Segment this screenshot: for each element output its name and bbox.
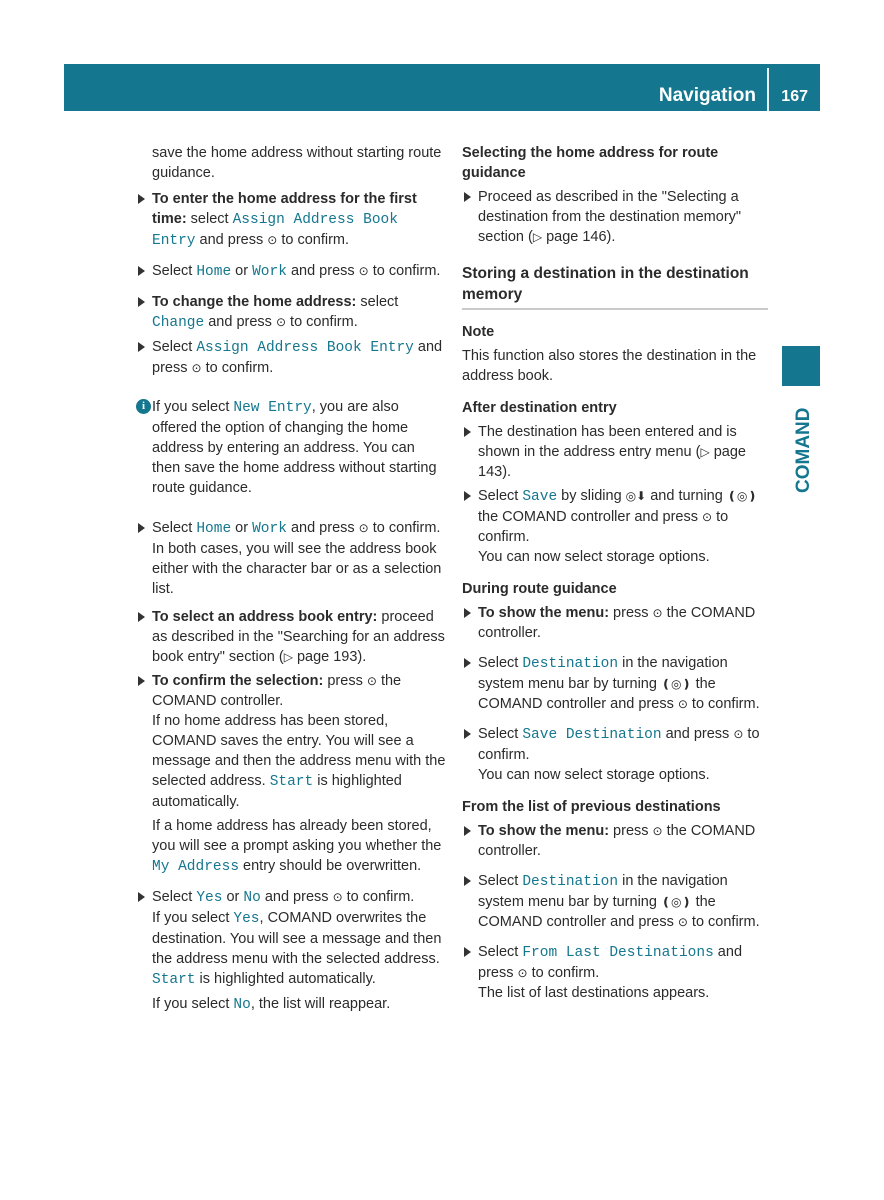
menu-term: Work bbox=[252, 264, 287, 280]
turn-controller-icon: ❪◎❫ bbox=[660, 677, 692, 691]
menu-term: Save Destination bbox=[522, 727, 662, 743]
turn-controller-icon: ❪◎❫ bbox=[660, 895, 692, 909]
menu-term: Assign Address Book Entry bbox=[152, 212, 398, 249]
bullet-item: To enter the home address for the first time: select Assign Address Book Entry and press ⊙ to confirm. bbox=[136, 189, 446, 251]
note-text: This function also stores the destination in the address book. bbox=[462, 348, 757, 384]
bullet-item: Proceed as described in the "Selecting a destination from the destination memory" section (▷ page 146). bbox=[462, 187, 768, 247]
bullet-item: Select From Last Destinations and press ⊙ to confirm. bbox=[462, 942, 768, 983]
menu-term: Start bbox=[152, 972, 196, 988]
subheading: From the list of previous destinations bbox=[462, 799, 721, 815]
press-icon: ⊙ bbox=[275, 315, 287, 329]
menu-term: My Address bbox=[152, 859, 240, 875]
press-icon: ⊙ bbox=[358, 264, 369, 278]
press-icon: ⊙ bbox=[733, 727, 744, 741]
subheading: During route guidance bbox=[462, 581, 617, 597]
menu-term: Assign Address Book Entry bbox=[196, 340, 414, 356]
bullet-item: To show the menu: press ⊙ the COMAND controller. bbox=[462, 603, 768, 643]
bullet-item: Select Save Destination and press ⊙ to confirm. bbox=[462, 724, 768, 765]
menu-term: Home bbox=[196, 521, 232, 537]
paragraph: You can now select storage options. bbox=[478, 767, 710, 783]
paragraph: You can now select storage options. bbox=[478, 549, 710, 565]
menu-term: Destination bbox=[522, 656, 619, 672]
menu-term: From Last Destinations bbox=[522, 945, 714, 961]
side-tab bbox=[793, 393, 819, 493]
page-ref-arrow-icon: ▷ bbox=[283, 650, 293, 664]
press-icon: ⊙ bbox=[517, 966, 528, 980]
section-heading: Storing a destination in the destination memory bbox=[462, 263, 768, 310]
menu-term: No bbox=[233, 997, 251, 1013]
menu-term: Start bbox=[269, 774, 314, 790]
bullet-item: To confirm the selection: press ⊙ the COMAND controller. bbox=[136, 671, 446, 711]
menu-term: New Entry bbox=[233, 399, 312, 416]
side-tab-block bbox=[782, 346, 820, 386]
page-header bbox=[64, 64, 820, 111]
page-number: 167 bbox=[781, 88, 808, 105]
press-icon: ⊙ bbox=[267, 233, 278, 247]
press-icon: ⊙ bbox=[677, 697, 688, 711]
section-title: Navigation bbox=[658, 85, 756, 106]
bullet-item: Select Home or Work and press ⊙ to confirm. bbox=[136, 518, 446, 539]
turn-controller-icon: ❪◎❫ bbox=[726, 489, 758, 503]
subheading: Selecting the home address for route guidance bbox=[462, 145, 719, 181]
paragraph: If no home address has been stored, COMAND saves the entry. You will see a message and then the address menu with the selected address. Start is highlighted automatically. bbox=[152, 713, 446, 810]
subheading: Note bbox=[462, 324, 495, 340]
menu-term: No bbox=[243, 890, 261, 906]
menu-term: Yes bbox=[233, 911, 260, 927]
paragraph: If you select No, the list will reappear. bbox=[152, 996, 391, 1013]
page-ref-arrow-icon: ▷ bbox=[532, 230, 543, 244]
bullet-item: To show the menu: press ⊙ the COMAND controller. bbox=[462, 821, 768, 861]
paragraph: If you select Yes, COMAND overwrites the destination. You will see a message and then the address menu with the selected address. Start is highlighted automatically. bbox=[152, 910, 442, 988]
slide-down-icon: ◎⬇ bbox=[625, 489, 647, 503]
press-icon: ⊙ bbox=[332, 890, 343, 904]
menu-term: Work bbox=[252, 521, 287, 537]
bullet-item: To select an address book entry: proceed as described in the "Searching for an address book entry" section (▷ page 193). bbox=[136, 607, 446, 667]
page-ref-arrow-icon: ▷ bbox=[700, 445, 710, 459]
menu-term: Change bbox=[152, 315, 205, 331]
press-icon: ⊙ bbox=[366, 674, 377, 688]
left-column bbox=[136, 143, 446, 1015]
press-icon: ⊙ bbox=[358, 521, 369, 535]
bullet-item: Select Save by sliding ◎⬇ and turning ❪◎❫ the COMAND controller and press ⊙ to confirm. bbox=[462, 486, 768, 547]
press-icon: ⊙ bbox=[702, 510, 713, 524]
bullet-item: The destination has been entered and is shown in the address entry menu (▷ page 143). bbox=[462, 422, 768, 482]
bullet-item: To change the home address: select Change and press ⊙ to confirm. bbox=[136, 292, 446, 333]
menu-term: Destination bbox=[522, 874, 619, 890]
info-note: i If you select New Entry, you are also offered the option of changing the home address by entering an address. You can then save the home address without starting route guidance. bbox=[136, 397, 446, 498]
subheading: After destination entry bbox=[462, 400, 617, 416]
bullet-item: Select Home or Work and press ⊙ to confirm. bbox=[136, 261, 446, 282]
paragraph: save the home address without starting route guidance. bbox=[152, 145, 442, 181]
menu-term: Save bbox=[522, 489, 558, 505]
bullet-item: Select Destination in the navigation system menu bar by turning ❪◎❫ the COMAND controller and press ⊙ to confirm. bbox=[462, 653, 768, 714]
press-icon: ⊙ bbox=[652, 606, 663, 620]
menu-term: Home bbox=[196, 264, 232, 280]
press-icon: ⊙ bbox=[191, 361, 202, 375]
press-icon: ⊙ bbox=[652, 824, 663, 838]
paragraph: The list of last destinations appears. bbox=[478, 985, 710, 1001]
menu-term: Yes bbox=[196, 890, 223, 906]
bullet-item: Select Assign Address Book Entry and press ⊙ to confirm. bbox=[136, 337, 446, 378]
right-column bbox=[462, 143, 768, 1003]
paragraph: In both cases, you will see the address book either with the character bar or as a selection list. bbox=[152, 541, 442, 597]
side-tab-label: COMAND bbox=[793, 407, 814, 493]
header-divider bbox=[767, 68, 769, 111]
press-icon: ⊙ bbox=[677, 915, 688, 929]
info-icon: i bbox=[136, 399, 151, 414]
bullet-item: Select Destination in the navigation system menu bar by turning ❪◎❫ the COMAND controller and press ⊙ to confirm. bbox=[462, 871, 768, 932]
paragraph: If a home address has already been stored, you will see a prompt asking you whether the My Address entry should be overwritten. bbox=[152, 818, 442, 875]
bullet-item: Select Yes or No and press ⊙ to confirm. bbox=[136, 887, 446, 908]
